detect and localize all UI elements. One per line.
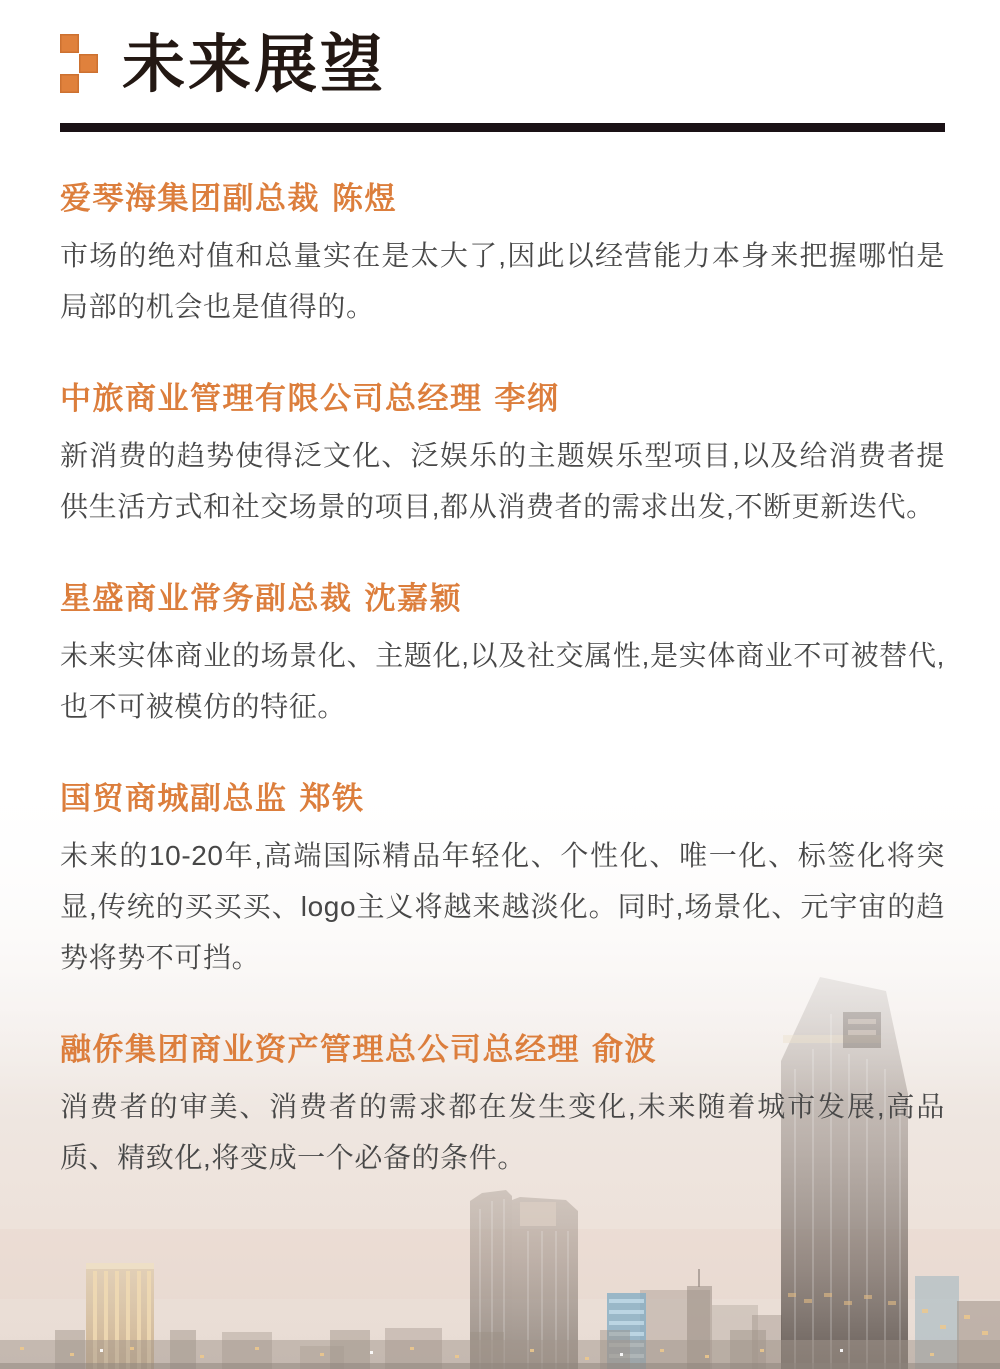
person-name: 郑铁 <box>299 780 365 816</box>
quote-text: 新消费的趋势使得泛文化、泛娱乐的主题娱乐型项目,以及给消费者提供生活方式和社交场景的项目,都从消费者的需求出发,不断更新迭代。 <box>60 439 945 522</box>
quote-heading <box>60 178 945 220</box>
person-role: 爱琴海集团副总裁 <box>60 180 320 216</box>
person-role: 国贸商城副总监 <box>60 780 288 816</box>
quote-text: 消费者的审美、消费者的需求都在发生变化,未来随着城市发展,高品质、精致化,将变成一个必备的条件。 <box>60 1090 945 1173</box>
person-name: 陈煜 <box>332 180 397 216</box>
page-title: 未来展望 <box>122 30 386 100</box>
header-divider <box>60 123 945 132</box>
quote-section <box>60 1029 945 1183</box>
quote-text: 未来实体商业的场景化、主题化,以及社交属性,是实体商业不可被替代,也不可被模仿的特征。 <box>60 639 945 722</box>
person-role: 星盛商业常务副总裁 <box>60 580 353 616</box>
person-name: 李纲 <box>494 380 560 416</box>
quote-section <box>60 778 945 983</box>
title-marker-icon <box>60 34 102 94</box>
quote-section <box>60 578 945 732</box>
person-role: 中旅商业管理有限公司总经理 <box>60 380 483 416</box>
quote-heading <box>60 378 945 420</box>
page-header <box>60 30 945 101</box>
quote-section <box>60 178 945 332</box>
quote-text: 未来的10-20年,高端国际精品年轻化、个性化、唯一化、标签化将突显,传统的买买买、logo主义将越来越淡化。同时,场景化、元宇宙的趋势将势不可挡。 <box>60 839 945 973</box>
person-role: 融侨集团商业资产管理总公司总经理 <box>60 1031 580 1067</box>
quote-section <box>60 378 945 532</box>
quote-text: 市场的绝对值和总量实在是太大了,因此以经营能力本身来把握哪怕是局部的机会也是值得的。 <box>60 239 945 322</box>
quote-heading <box>60 1029 945 1071</box>
quote-heading <box>60 578 945 620</box>
person-name: 俞波 <box>592 1031 657 1067</box>
quote-heading <box>60 778 945 820</box>
person-name: 沈嘉颖 <box>364 580 462 616</box>
